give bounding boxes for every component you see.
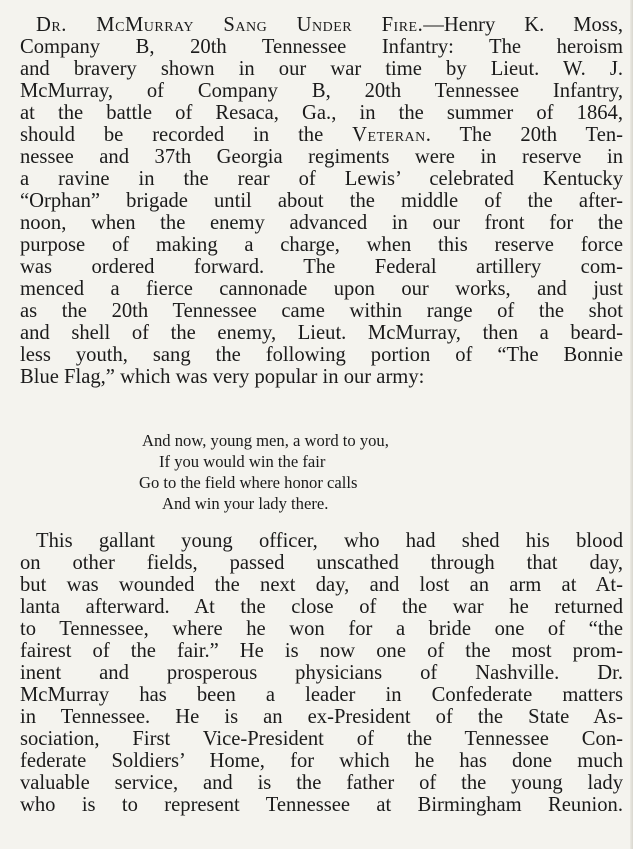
text-line: McMurray, of Company B, 20th Tennessee Infantry, [20,80,623,102]
text-line: “Orphan” brigade until about the middle of the after- [20,190,623,212]
verse-line: Go to the field where honor calls [139,473,358,492]
text-line: lanta afterward. At the close of the war he returned [20,596,623,618]
text-line: on other fields, passed unscathed through that day, [20,552,623,574]
text-line: noon, when the enemy advanced in our front for the [20,212,623,234]
text-line: federate Soldiers’ Home, for which he has done much [20,750,623,772]
text-line: menced a fierce cannonade upon our works, and just [20,278,623,300]
text-line: and bravery shown in our war time by Lieut. W. J. [20,58,623,80]
text-line: Blue Flag,” which was very popular in our army: [20,366,425,388]
text-line [20,124,623,146]
text-segment: . The 20th Ten- [425,124,623,146]
text-line: to Tennessee, where he won for a bride one of “the [20,618,623,640]
heading-line [36,14,623,36]
verse-line: If you would win the fair [159,452,326,471]
text-line: fairest of the fair.” He is now one of the most prom- [20,640,623,662]
text-line: This gallant young officer, who had shed his blood [36,530,623,552]
text-line: but was wounded the next day, and lost an arm at At- [20,574,623,596]
text-line: at the battle of Resaca, Ga., in the summer of 1864, [20,102,623,124]
verse-line: And now, young men, a word to you, [142,431,389,450]
verse-line: And win your lady there. [162,494,329,513]
text-line: in Tennessee. He is an ex-President of the State As- [20,706,623,728]
article-heading: Dr. McMurray Sang Under Fire. [36,14,424,36]
text-line: McMurray has been a leader in Confederate matters [20,684,623,706]
text-line: valuable service, and is the father of the young lady [20,772,623,794]
byline: —Henry K. Moss, [423,14,623,36]
text-line: Company B, 20th Tennessee Infantry: The heroism [20,36,623,58]
text-line: and shell of the enemy, Lieut. McMurray, then a beard- [20,322,623,344]
text-segment: should be recorded in the [20,124,324,146]
veteran-name: Veteran [352,124,426,146]
text-line: nessee and 37th Georgia regiments were in reserve in [20,146,623,168]
text-line: a ravine in the rear of Lewis’ celebrated Kentucky [20,168,623,190]
text-line: inent and prosperous physicians of Nashville. Dr. [20,662,623,684]
text-line: who is to represent Tennessee at Birmingham Reunion. [20,794,623,816]
text-line: purpose of making a charge, when this reserve force [20,234,623,256]
text-line: was ordered forward. The Federal artillery com- [20,256,623,278]
text-line: less youth, sang the following portion of “The Bonnie [20,344,623,366]
text-line: as the 20th Tennessee came within range of the shot [20,300,623,322]
text-line: sociation, First Vice-President of the Tennessee Con- [20,728,623,750]
